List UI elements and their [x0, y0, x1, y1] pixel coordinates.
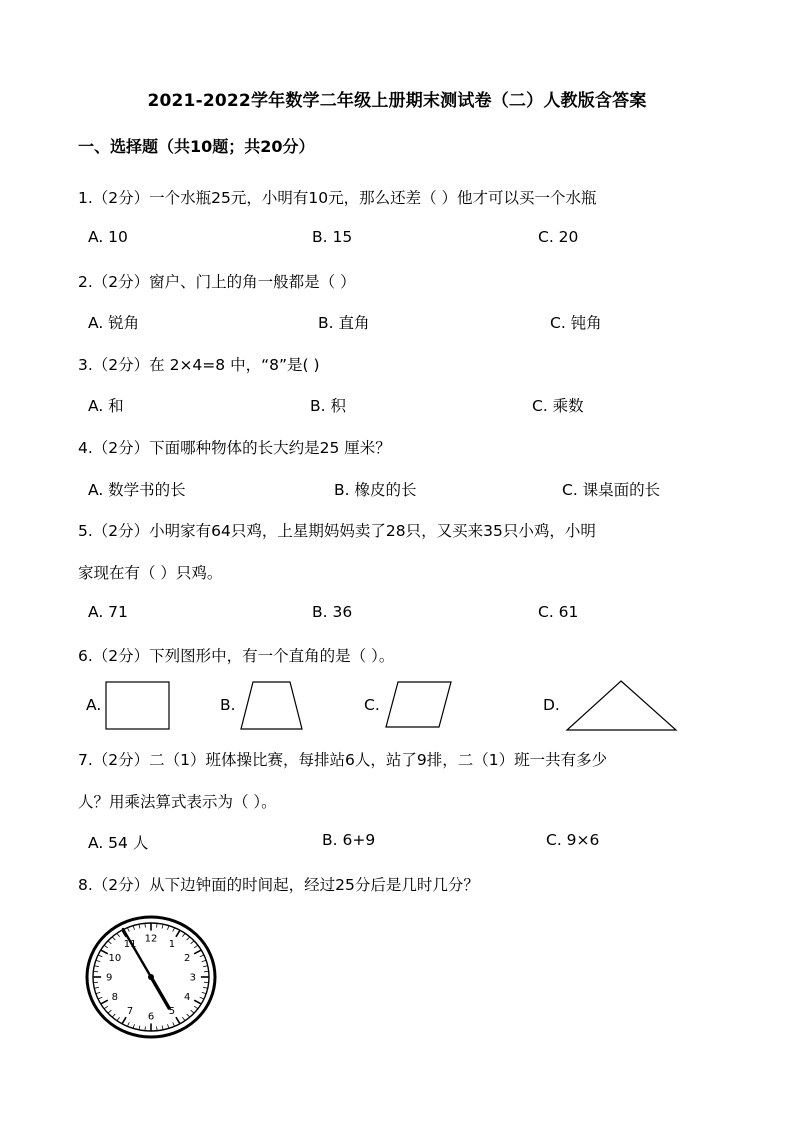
trapezoid-icon: [240, 681, 304, 731]
q3-option-b[interactable]: B. 积: [310, 397, 346, 415]
clock-number: 10: [108, 953, 122, 965]
question-7-line-1: 7.（2分）二（1）班体操比赛，每排站6人，站了9排，二（1）班一共有多少: [78, 751, 608, 769]
clock-number: 3: [189, 972, 196, 984]
question-5-line-1: 5.（2分）小明家有64只鸡，上星期妈妈卖了28只，又买来35只小鸡，小明: [78, 522, 596, 540]
q6-option-c[interactable]: C.: [364, 696, 380, 714]
rectangle-icon: [105, 681, 171, 731]
question-8: 8.（2分）从下边钟面的时间起，经过25分后是几时几分？: [78, 876, 479, 894]
clock-number: 11: [123, 938, 137, 950]
q7-option-a[interactable]: A. 54 人: [88, 834, 149, 852]
question-5-line-2: 家现在有（ ）只鸡。: [78, 564, 223, 582]
q4-option-c[interactable]: C. 课桌面的长: [562, 481, 661, 499]
q4-option-a[interactable]: A. 数学书的长: [88, 481, 186, 499]
q2-option-a[interactable]: A. 锐角: [88, 314, 140, 332]
q1-option-a[interactable]: A. 10: [88, 228, 128, 246]
clock-number: 5: [168, 1006, 176, 1018]
clock-number: 4: [183, 991, 191, 1003]
question-1: 1.（2分）一个水瓶25元，小明有10元，那么还差（ ）他才可以买一个水瓶: [78, 189, 597, 207]
clock-face-icon: [85, 915, 217, 1040]
q6-option-d[interactable]: D.: [543, 696, 560, 714]
page-title: 2021-2022学年数学二年级上册期末测试卷（二）人教版含答案: [147, 91, 647, 111]
clock-number: 12: [144, 933, 158, 945]
q1-option-b[interactable]: B. 15: [312, 228, 353, 246]
question-6: 6.（2分）下列图形中，有一个直角的是（ ）。: [78, 647, 395, 665]
clock-number: 9: [106, 972, 113, 984]
triangle-icon: [566, 680, 678, 732]
question-2: 2.（2分）窗户、门上的角一般都是（ ）: [78, 273, 356, 291]
clock-number: 2: [183, 953, 191, 965]
q4-option-b[interactable]: B. 橡皮的长: [334, 481, 417, 499]
clock-number: 6: [147, 1011, 155, 1023]
q5-option-c[interactable]: C. 61: [538, 603, 579, 621]
q2-option-c[interactable]: C. 钝角: [550, 314, 602, 332]
section-heading: 一、选择题（共10题；共20分）: [78, 137, 315, 156]
parallelogram-icon: [385, 681, 453, 729]
q7-option-b[interactable]: B. 6+9: [322, 831, 376, 849]
clock-number: 1: [168, 938, 176, 950]
question-3: 3.（2分）在 2×4=8 中，“8”是( ): [78, 356, 320, 374]
clock-number: 8: [111, 991, 119, 1003]
clock-number: 7: [126, 1006, 134, 1018]
q1-option-c[interactable]: C. 20: [538, 228, 579, 246]
q7-option-c[interactable]: C. 9×6: [546, 831, 600, 849]
q5-option-a[interactable]: A. 71: [88, 603, 128, 621]
q3-option-c[interactable]: C. 乘数: [532, 397, 584, 415]
q3-option-a[interactable]: A. 和: [88, 397, 124, 415]
q5-option-b[interactable]: B. 36: [312, 603, 353, 621]
q2-option-b[interactable]: B. 直角: [318, 314, 370, 332]
question-4: 4.（2分）下面哪种物体的长大约是25 厘米？: [78, 439, 391, 457]
question-7-line-2: 人？用乘法算式表示为（ ）。: [78, 793, 277, 811]
clock-center: [148, 974, 154, 980]
q6-option-b[interactable]: B.: [220, 696, 236, 714]
q6-option-a[interactable]: A.: [86, 696, 102, 714]
